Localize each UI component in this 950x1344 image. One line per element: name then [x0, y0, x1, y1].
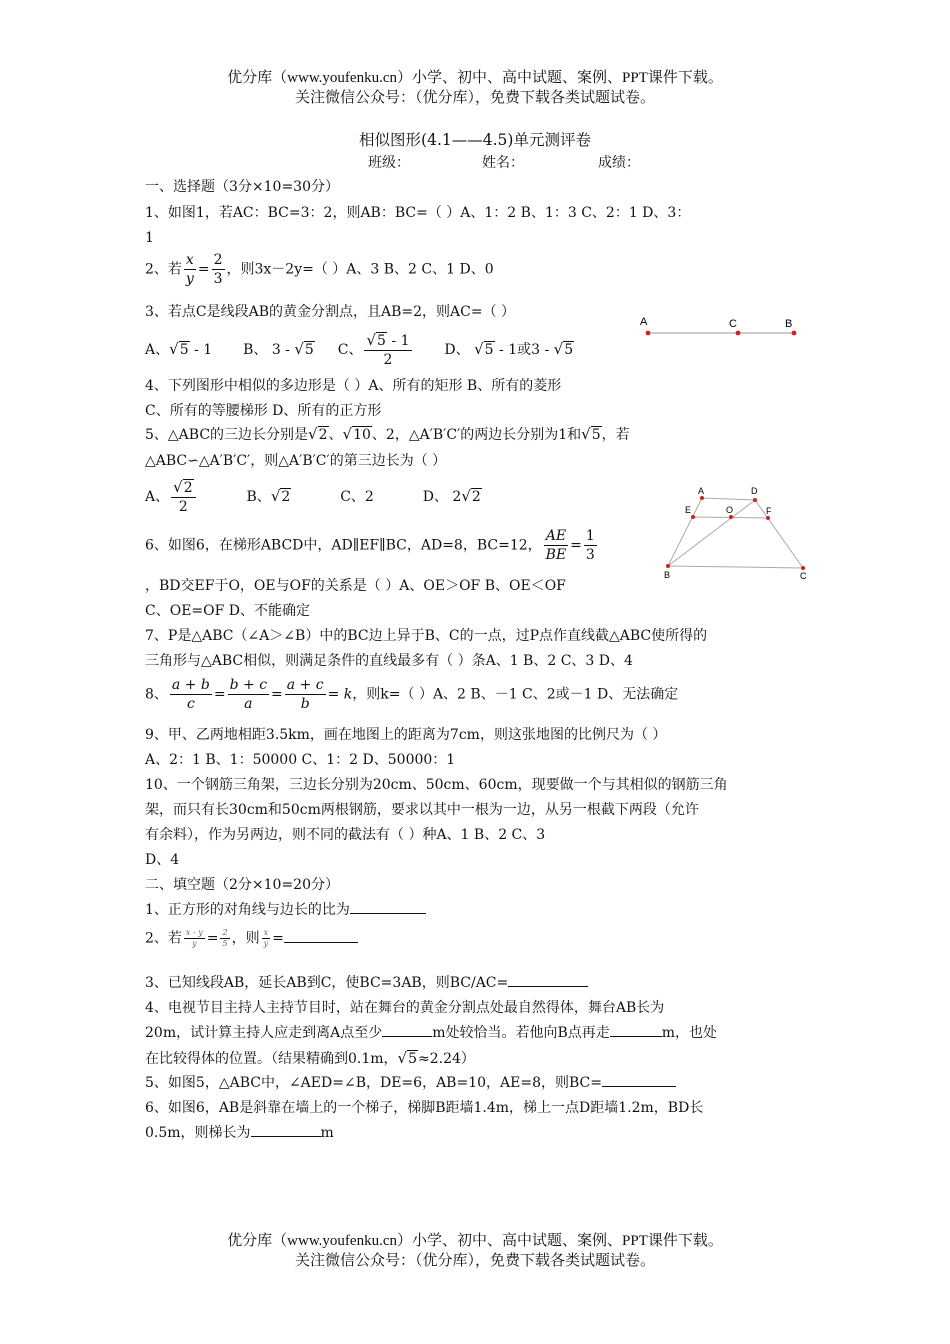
q5-options [145, 478, 482, 516]
f2-den: y [192, 939, 197, 948]
f2-den3: y [263, 939, 269, 948]
info-name: 姓名： [482, 155, 524, 171]
q7-line2: 三角形与△ABC相似，则满足条件的直线最多有（ ）条A、1 B、2 C、3 D、4 [145, 653, 633, 669]
q5-a-num: 2 [183, 480, 193, 496]
q8-eq2: = [271, 686, 283, 703]
q5-r2: 10 [353, 427, 371, 443]
f2-num2: 2 [222, 928, 228, 937]
label-d: D [751, 486, 758, 496]
q5-mid: 、2，△A′B′C′的两边长分别为1和 [371, 427, 582, 443]
q5-sqrt-5: √5 [581, 425, 601, 443]
f1-text: 1、正方形的对角线与边长的比为 [145, 902, 350, 918]
footer-line-1: 优分库（www.youfenku.cn）小学、初中、高中试题、案例、PPT课件下载。 [227, 1233, 723, 1249]
f4-line1: 4、电视节目主持人主持节目时，站在舞台的黄金分割点处最自然得体，舞台AB长为 [145, 1000, 665, 1016]
q6-den2: 3 [585, 547, 595, 563]
f4-line3b: ≈2.24） [418, 1051, 475, 1067]
f2-den2: 5 [222, 939, 228, 948]
q3-d-sqrt2: √5 [553, 340, 574, 358]
point-a [646, 331, 651, 336]
f6-line1: 6、如图6，AB是斜靠在墙上的一个梯子，梯脚B距墙1.4m，梯上一点D距墙1.2m，BD长 [145, 1100, 704, 1116]
q2-post: ，则3x－2y=（ ）A、3 B、2 C、1 D、0 [226, 261, 494, 278]
q5-r3: 5 [591, 427, 601, 443]
q8-post: ，则k=（ ）A、2 B、－1 C、2或－1 D、无法确定 [352, 686, 679, 703]
point-c [801, 566, 805, 570]
point-b [792, 331, 797, 336]
q10-line2: 架，而只有长30cm和50cm两根钢筋，要求以其中一根为一边，从另一根截下两段（允许 [145, 802, 699, 818]
f6-line2 [145, 1124, 334, 1142]
q3-d-val: 5 [484, 342, 494, 358]
side-bc [668, 566, 803, 568]
q6-line1 [145, 527, 599, 564]
q3-c-num-tail: - 1 [391, 333, 410, 349]
q8-pre: 8、 [145, 686, 168, 703]
f3 [145, 974, 588, 992]
point-c [736, 331, 741, 336]
info-score: 成绩： [598, 155, 640, 171]
f4-line2 [145, 1024, 717, 1042]
q5-post: ，若 [601, 427, 630, 443]
q7-line1: 7、P是△ABC（∠A＞∠B）中的BC边上异于B、C的一点，过P点作直线截△ABC使所得的 [145, 628, 708, 644]
q3-b-val: 5 [304, 342, 314, 358]
f4-line3 [145, 1049, 475, 1068]
q3-d-tail: - 1 [499, 342, 518, 358]
q8-eq3: = k [327, 686, 353, 703]
q5-pre: 5、△ABC的三边长分别是 [145, 427, 309, 443]
q6-fraction-13 [584, 527, 597, 564]
q3-d-or: 或 [517, 342, 532, 358]
q6-num2: 1 [585, 528, 595, 544]
section2-heading: 二、填空题（2分×10=20分） [145, 877, 339, 893]
q3-b-pre: 3 - [271, 342, 290, 358]
q2-den2: 3 [213, 271, 223, 287]
q4-line1: 4、下列图形中相似的多边形是（ ）A、所有的矩形 B、所有的菱形 [145, 378, 562, 394]
label-c: C [729, 318, 737, 330]
q10-line3: 有余料），作为另两边，则不同的截法有（ ）种A、1 B、2 C、3 [145, 827, 546, 843]
q5-line1 [145, 425, 630, 444]
q5-c-text: C、2 [340, 489, 374, 505]
point-d [753, 498, 757, 502]
f3-blank[interactable] [508, 986, 588, 987]
q3-a-sqrt: √5 [169, 340, 189, 358]
q3-d-val2: 5 [564, 342, 574, 358]
f4-line3r: 5 [408, 1051, 418, 1067]
q9-line1: 9、甲、乙两地相距3.5km，画在地图上的距离为7cm，则这张地图的比例尺为（ ） [145, 727, 667, 743]
f2-num: x - y [185, 928, 203, 937]
f6-line2b: m [320, 1125, 334, 1141]
q5-a-label: A、 [145, 489, 170, 505]
side-ad [702, 498, 755, 500]
f2-fraction-3 [262, 928, 271, 949]
q3-b-label: B、 [243, 342, 268, 358]
header-line-2: 关注微信公众号：（优分库），免费下载各类试题试卷。 [294, 90, 655, 106]
q5-d-sqrt: √2 [461, 487, 481, 505]
q6-den: BE [545, 547, 567, 563]
q8-f1n: a + b [171, 677, 210, 693]
q5-sqrt-10: √10 [342, 425, 371, 443]
q1-line1: 1、如图1，若AC：BC=3：2，则AB：BC=（ ）A、1：2 B、1：3 C、2：1 D、3： [145, 205, 691, 221]
q3-c-fraction: $\frac{√5 - 1}{2}$ [366, 331, 410, 368]
f6-blank[interactable] [251, 1136, 321, 1137]
q4-line2: C、所有的等腰梯形 D、所有的正方形 [145, 403, 382, 419]
q5-a-fraction: $\frac{√2}{2}$ [171, 478, 195, 516]
section1-heading: 一、选择题（3分×10=30分） [145, 179, 339, 195]
q5-r1: 2 [318, 427, 328, 443]
q10-line4: D、4 [145, 852, 180, 868]
f2-post: = [272, 930, 284, 947]
f2-fraction-2 [220, 928, 229, 949]
q5-d-label: D、 [422, 489, 448, 505]
f4-blank-2[interactable] [610, 1036, 662, 1037]
q3-stem: 3、若点C是线段AB的黄金分割点，且AB=2，则AC=（ ） [145, 304, 516, 320]
q3-b-sqrt: √5 [294, 340, 314, 358]
f2-mid: ，则 [231, 930, 260, 947]
f4-line2b: m处较恰当。若他向B点再走 [432, 1025, 610, 1041]
q8-f1d: c [186, 696, 195, 712]
f2-fraction-1 [184, 928, 205, 949]
footer-line-2: 关注微信公众号：（优分库），免费下载各类试题试卷。 [294, 1253, 655, 1269]
q3-figure [630, 312, 810, 346]
f4-line2a: 20m，试计算主持人应走到离A点至少 [145, 1025, 383, 1041]
label-o: O [726, 505, 734, 515]
q2-pre: 2、若 [145, 261, 182, 278]
q3-c-label: C、 [337, 342, 363, 358]
q5-b-sqrt: √2 [270, 487, 291, 505]
q5-sqrt-2: √2 [308, 425, 328, 443]
q3-a-tail: - 1 [194, 342, 213, 358]
label-b: B [664, 570, 671, 580]
q8-fraction-2 [228, 676, 269, 713]
q6-fraction [544, 527, 569, 564]
q5-b-label: B、 [246, 489, 271, 505]
q5-d-val: 2 [471, 489, 481, 505]
label-a: A [640, 316, 648, 328]
q3-a-label: A、 [145, 342, 170, 358]
q8 [145, 676, 678, 713]
q10-line1: 10、一个钢筋三角架，三边长分别为20cm、50cm、60cm，现要做一个与其相似的钢筋三角 [145, 777, 728, 793]
label-e: E [685, 505, 692, 515]
q8-f3d: b [300, 696, 310, 712]
point-e [691, 515, 695, 519]
q3-c-den: 2 [383, 352, 393, 368]
q3-d-pre2: 3 - [531, 342, 550, 358]
q6-eq: = [570, 537, 582, 554]
f4-line2c: m，也处 [661, 1025, 718, 1041]
f2 [145, 928, 358, 949]
q2-eq: = [197, 261, 210, 278]
f2-pre: 2、若 [145, 930, 182, 947]
f5 [145, 1074, 676, 1092]
diagonal-bd [668, 500, 755, 566]
header-line-1: 优分库（www.youfenku.cn）小学、初中、高中试题、案例、PPT课件下载。 [227, 70, 723, 86]
point-b [666, 564, 670, 568]
side-dc [755, 500, 803, 568]
f5-text: 5、如图5，△ABC中，∠AED=∠B，DE=6，AB=10，AE=8，则BC= [145, 1075, 602, 1091]
q3-c-num-val: 5 [377, 333, 386, 349]
q2-fraction-23 [212, 251, 225, 288]
q1-line2: 1 [145, 230, 154, 246]
f2-eq: = [206, 930, 219, 947]
point-o [729, 515, 733, 519]
q5-line2: △ABC∽△A′B′C′，则△A′B′C′的第三边长为（ ） [145, 453, 447, 469]
label-c: C [800, 571, 807, 581]
q6-num: AE [544, 527, 569, 546]
point-f [766, 516, 770, 520]
label-f: F [766, 506, 772, 516]
f2-num3: x [262, 928, 271, 939]
q8-eq1: = [213, 686, 226, 703]
f1-blank[interactable] [350, 913, 426, 914]
q3-d-sqrt: √5 [474, 340, 494, 358]
q8-fraction-3 [285, 676, 326, 713]
q5-d-pre: 2 [452, 489, 462, 505]
q2-den: y [185, 271, 194, 287]
q5-comma1: 、 [328, 427, 343, 443]
label-a: A [698, 486, 705, 496]
point-a [700, 496, 704, 500]
info-class: 班级： [368, 155, 410, 171]
q5-b-val: 2 [281, 489, 291, 505]
q3-options [145, 331, 574, 369]
q8-f2d: a [244, 696, 253, 712]
q2-num: x [184, 251, 196, 270]
f3-text: 3、已知线段AB，延长AB到C，使BC=3AB，则BC/AC= [145, 975, 509, 991]
q2-fraction-xy [184, 251, 196, 288]
f5-blank[interactable] [602, 1086, 676, 1087]
f1 [145, 901, 426, 919]
q3-d-label: D、 [444, 342, 470, 358]
q8-f2n: b + c [229, 677, 268, 693]
q9-line2: A、2：1 B、1：50000 C、1：2 D、50000：1 [145, 752, 456, 768]
q2-num2: 2 [213, 252, 223, 268]
q5-a-den: 2 [178, 499, 188, 515]
label-b: B [785, 318, 793, 330]
q6-figure [655, 484, 815, 584]
q6-line3: C、OE=OF D、不能确定 [145, 603, 311, 619]
f4-blank-1[interactable] [382, 1036, 432, 1037]
f4-line3a: 在比较得体的位置。（结果精确到0.1m， [145, 1051, 398, 1067]
page-title: 相似图形(4.1——4.5)单元测评卷 [359, 131, 591, 149]
f4-sqrt: √5 [397, 1049, 418, 1067]
f6-line2-text: 0.5m，则梯长为 [145, 1125, 251, 1141]
f2-blank[interactable] [284, 942, 358, 943]
q8-fraction-1 [170, 676, 212, 713]
q6-pre: 6、如图6，在梯形ABCD中，AD∥EF∥BC，AD=8，BC=12， [145, 537, 542, 554]
q6-line2: ，BD交EF于O，OE与OF的关系是（ ）A、OE＞OF B、OE＜OF [145, 578, 566, 594]
q8-f3n: a + c [286, 677, 324, 693]
q2 [145, 251, 494, 288]
q3-a-val: 5 [179, 342, 189, 358]
